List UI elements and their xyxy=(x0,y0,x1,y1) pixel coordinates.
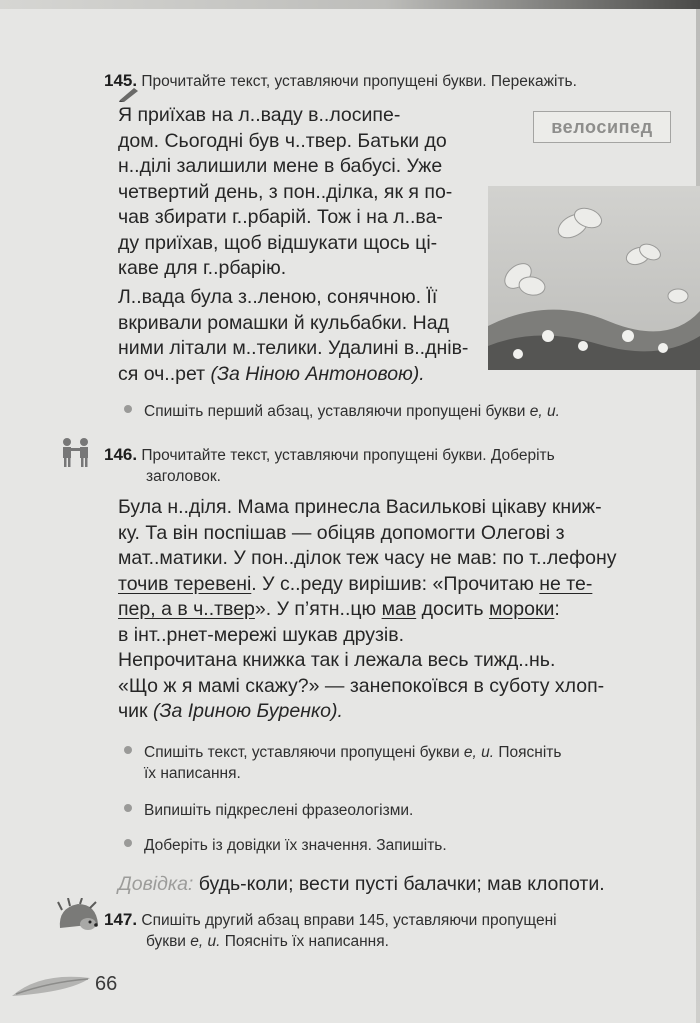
phraseologism: не те- xyxy=(539,572,593,595)
ex145-number: 145. xyxy=(104,71,138,90)
butterflies-illustration xyxy=(488,186,700,370)
dovidka-label: Довідка: xyxy=(118,873,194,895)
text-line: чик (За Іриною Буренко). xyxy=(118,700,343,722)
page-number: 66 xyxy=(95,973,118,995)
ex146-number: 146. xyxy=(104,445,138,464)
text-line: точив теревені. У с..реду вирішив: «Прочитаю не те- xyxy=(118,572,593,595)
text-line: пер, а в ч..твер». У п’ятн..цю мав досить мороки: xyxy=(118,598,560,620)
ex147-header: 147. Спишіть другий абзац вправи 145, уставляючи пропущені букви е, и. Поясніть їх написання. xyxy=(104,910,557,950)
ex145-paragraph1 xyxy=(118,103,478,282)
text-line: ку. Та він поспішав — обіцяв допомогти Олегові з xyxy=(118,521,565,544)
text-line: Була н..діля. Мама принесла Васильковi цікаву книж- xyxy=(118,496,602,518)
dovidka: Довідка: будь-коли; вести пусті балачки; мав клопоти. xyxy=(118,873,605,895)
word-box: велосипед xyxy=(533,111,671,143)
ex145-instruction: Прочитайте текст, уставляючи пропущені букви. Перекажіть. xyxy=(141,73,577,90)
ex146-header: 146. Прочитайте текст, уставляючи пропущені букви. Доберіть заголовок. xyxy=(104,445,555,485)
scan-right-edge xyxy=(696,9,700,1023)
text-line: ду приїхав, щоб відшукати щось ці- xyxy=(118,231,438,254)
phraseologism: точив теревені xyxy=(118,572,252,595)
bullet-icon xyxy=(124,405,132,413)
hedgehog-icon xyxy=(56,898,100,934)
text-line: Я приїхав на л..ваду в..лосипе- xyxy=(118,104,401,126)
text-line: ними літали м..телики. Удалині в..днів- xyxy=(118,337,469,359)
text-line: н..ділі залишили мене в бабусі. Уже xyxy=(118,155,443,177)
text-line: дом. Сьогодні був ч..твер. Батьки до xyxy=(118,129,447,152)
bullet-icon xyxy=(124,804,132,812)
ex145-paragraph2 xyxy=(118,285,478,387)
text-line: вкривали ромашки й кульбабки. Над xyxy=(118,311,449,334)
ex147-number: 147. xyxy=(104,910,138,929)
ex146-task2: Випишіть підкреслені фразеологізми. xyxy=(120,800,413,821)
text-line: «Що ж я мамі скажу?» — занепокоївся в суботу хлоп- xyxy=(118,674,605,697)
ex146-task3: Доберіть із довідки їх значення. Запишіть. xyxy=(120,835,447,856)
text-line: чав збирати г..рбарій. Тож і на л..ва- xyxy=(118,206,443,228)
scan-top-edge xyxy=(0,0,700,9)
pair-work-icon xyxy=(56,437,96,467)
ex146-task1: Спишіть текст, уставляючи пропущені букви е, и. Поясніть їх написання. xyxy=(120,742,684,784)
text-line: в інт..рнет-мережі шукав друзів. xyxy=(118,623,405,646)
bullet-icon xyxy=(124,746,132,754)
text-line: мат..матики. У пон..ділок теж часу не мав: по т..лефону xyxy=(118,547,617,569)
phraseologism: мороки xyxy=(489,598,555,620)
source-citation: (За Іриною Буренко). xyxy=(153,700,343,722)
text-line: Л..вада була з..леною, сонячною. Її xyxy=(118,286,438,308)
text-line: каве для г..рбарію. xyxy=(118,257,287,279)
text-line: ся оч..рет (За Ніною Антоновою). xyxy=(118,362,425,385)
ex145-task: Спишіть перший абзац, уставляючи пропущені букви е, и. xyxy=(120,401,560,422)
phraseologism: мав xyxy=(381,598,417,620)
leaf-decoration xyxy=(10,966,100,1002)
text-line: четвертий день, з пон..ділка, як я по- xyxy=(118,180,453,203)
bullet-icon xyxy=(124,839,132,847)
text-line: Непрочитана книжка так і лежала весь тижд..нь. xyxy=(118,649,556,671)
ex145-header xyxy=(104,70,577,92)
phraseologism: пер, а в ч..твер xyxy=(118,598,255,620)
ex146-text xyxy=(118,495,678,725)
source-citation: (За Ніною Антоновою). xyxy=(210,362,425,385)
